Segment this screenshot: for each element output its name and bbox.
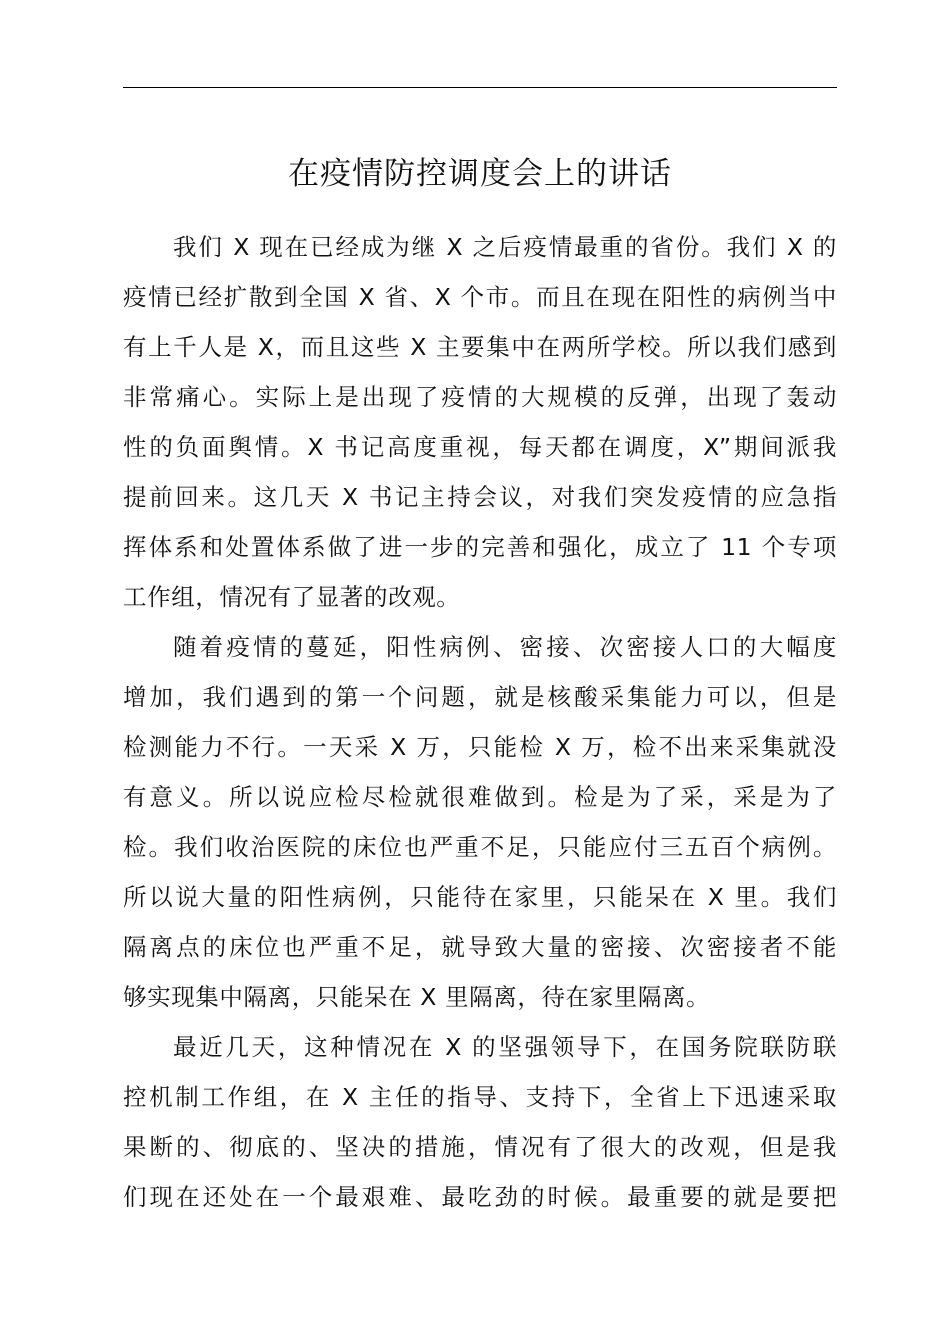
text-line: 有意义。所以说应检尽检就很难做到。检是为了采，采是为了 [123, 783, 837, 811]
text-line: 所以说大量的阳性病例，只能待在家里，只能呆在 X 里。我们 [123, 883, 837, 911]
header-rule [123, 87, 837, 88]
text-line: 增加，我们遇到的第一个问题，就是核酸采集能力可以，但是 [123, 683, 837, 711]
text-line: 挥体系和处置体系做了进一步的完善和强化，成立了 11 个专项 [123, 533, 837, 561]
paragraph-1 [123, 222, 837, 622]
document-body [123, 222, 837, 1222]
document-title: 在疫情防控调度会上的讲话 [288, 156, 672, 192]
text-line: 检。我们收治医院的床位也严重不足，只能应付三五百个病例。 [123, 833, 837, 861]
text-line: 隔离点的床位也严重不足，就导致大量的密接、次密接者不能 [123, 933, 837, 961]
text-line: 控机制工作组，在 X 主任的指导、支持下，全省上下迅速采取 [123, 1083, 837, 1111]
text-line: 性的负面舆情。X 书记高度重视，每天都在调度，X”期间派我 [123, 433, 837, 461]
text-line: 提前回来。这几天 X 书记主持会议，对我们突发疫情的应急指 [123, 483, 837, 511]
text-line: 随着疫情的蔓延，阳性病例、密接、次密接人口的大幅度 [173, 633, 837, 661]
text-line: 够实现集中隔离，只能呆在 X 里隔离，待在家里隔离。 [123, 983, 711, 1011]
text-line: 有上千人是 X，而且这些 X 主要集中在两所学校。所以我们感到 [123, 333, 837, 361]
paragraph-2 [123, 622, 837, 1022]
text-line: 们现在还处在一个最艰难、最吃劲的时候。最重要的就是要把 [123, 1183, 837, 1211]
text-line: 最近几天，这种情况在 X 的坚强领导下，在国务院联防联 [173, 1033, 837, 1061]
text-line: 疫情已经扩散到全国 X 省、X 个市。而且在现在阳性的病例当中 [123, 283, 837, 311]
paragraph-3 [123, 1022, 837, 1222]
text-line: 我们 X 现在已经成为继 X 之后疫情最重的省份。我们 X 的 [173, 233, 837, 261]
text-line: 检测能力不行。一天采 X 万，只能检 X 万，检不出来采集就没 [123, 733, 837, 761]
text-line: 非常痛心。实际上是出现了疫情的大规模的反弹，出现了轰动 [123, 383, 837, 411]
text-line: 工作组，情况有了显著的改观。 [123, 583, 461, 611]
text-line: 果断的、彻底的、坚决的措施，情况有了很大的改观，但是我 [123, 1133, 837, 1161]
